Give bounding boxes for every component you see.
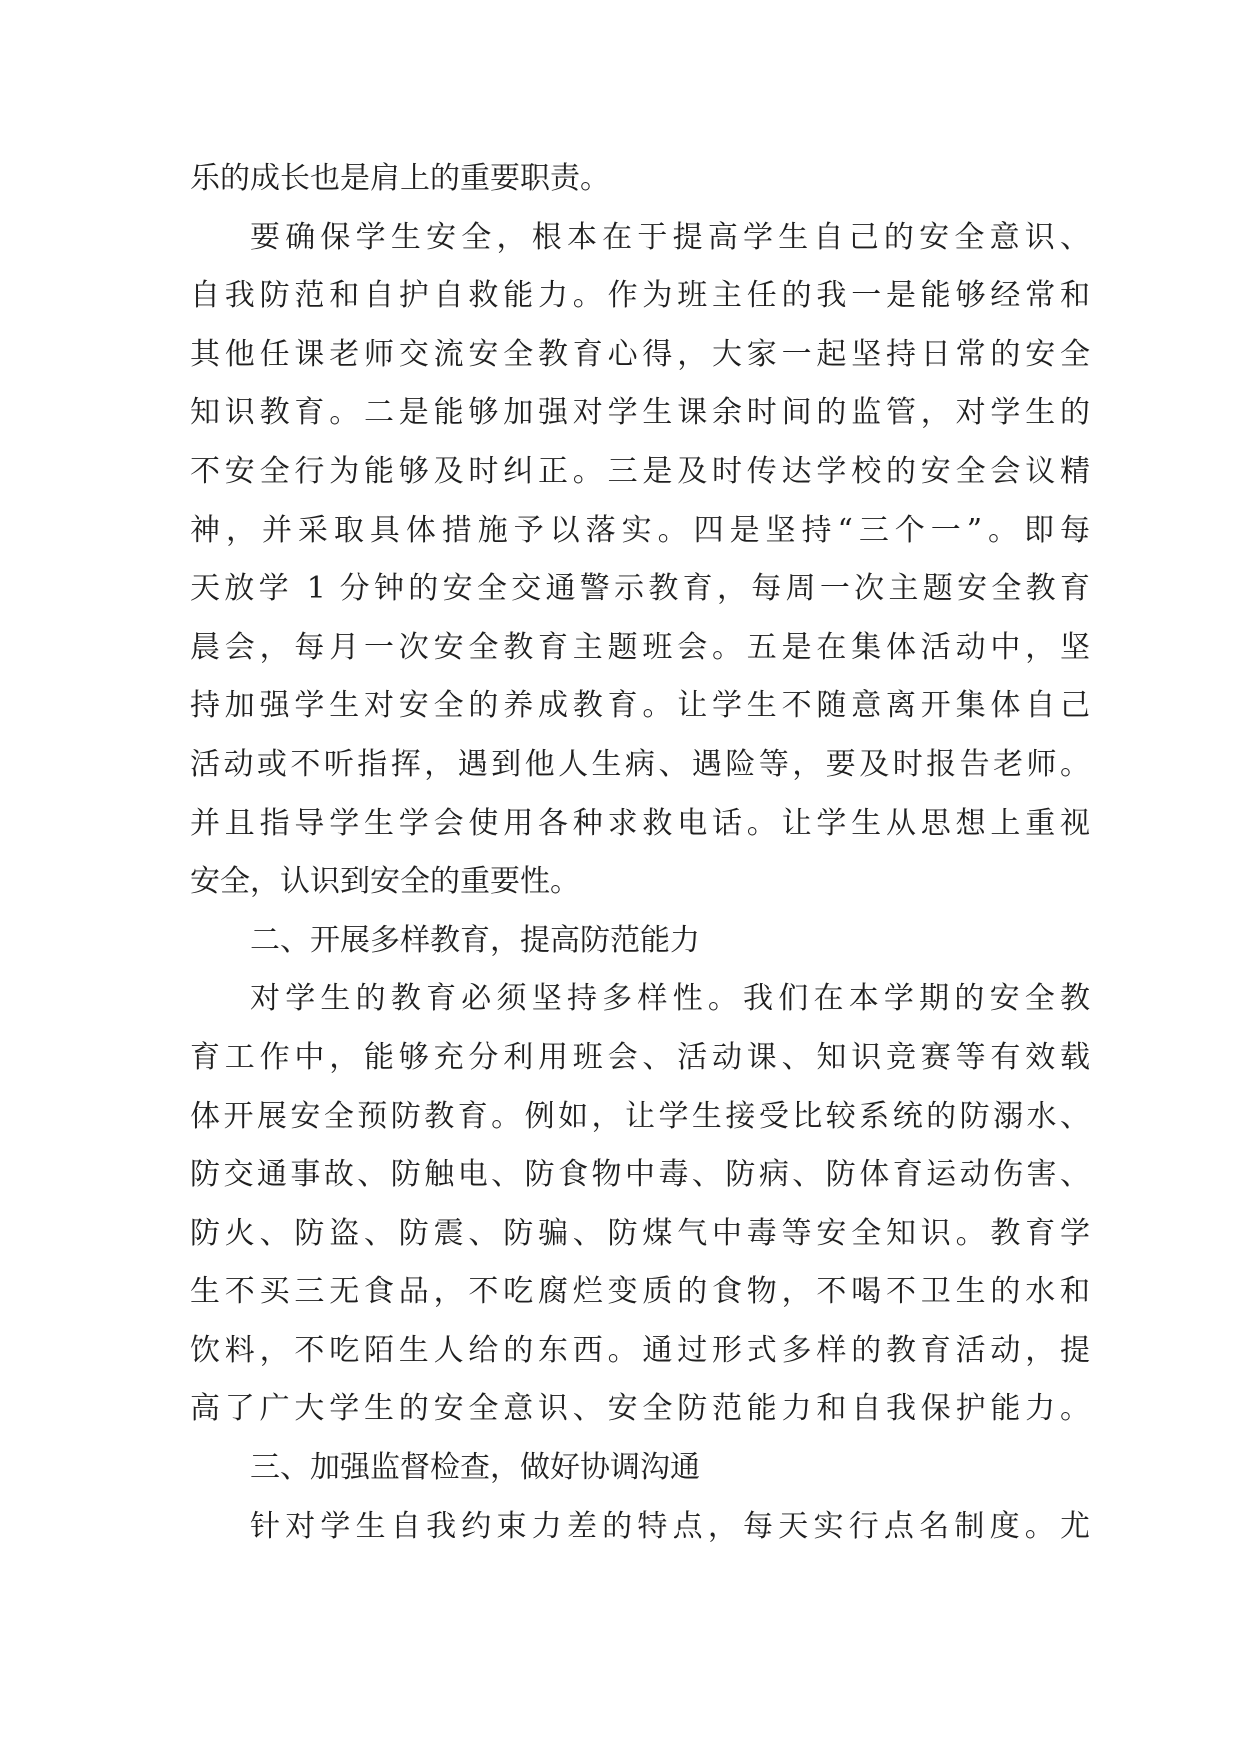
text-line: 乐的成长也是肩上的重要职责。 [190, 161, 610, 196]
text-line: 体开展安全预防教育。例如，让学生接受比较系统的防溺水、 [190, 1098, 1090, 1134]
text-line: 高了广大学生的安全意识、安全防范能力和自我保护能力。 [190, 1391, 1090, 1427]
text-line: 自我防范和自护自救能力。作为班主任的我一是能够经常和 [190, 278, 1090, 314]
text-line: 饮料，不吃陌生人给的东西。通过形式多样的教育活动，提 [190, 1332, 1090, 1368]
text-line: 育工作中，能够充分利用班会、活动课、知识竞赛等有效载 [190, 1039, 1090, 1075]
text-line: 晨会，每月一次安全教育主题班会。五是在集体活动中，坚 [190, 629, 1090, 665]
text-line: 天放学 1 分钟的安全交通警示教育，每周一次主题安全教育 [190, 571, 1090, 607]
text-line: 安全，认识到安全的重要性。 [190, 864, 580, 900]
text-line: 其他任课老师交流安全教育心得，大家一起坚持日常的安全 [190, 336, 1090, 372]
text-line: 防火、防盗、防震、防骗、防煤气中毒等安全知识。教育学 [190, 1215, 1090, 1251]
text-line: 要确保学生安全，根本在于提高学生自己的安全意识、 [250, 219, 1090, 255]
text-line: 生不买三无食品，不吃腐烂变质的食物，不喝不卫生的水和 [190, 1274, 1090, 1310]
text-line: 神，并采取具体措施予以落实。四是坚持“三个一”。即每 [190, 512, 1090, 548]
text-line: 不安全行为能够及时纠正。三是及时传达学校的安全会议精 [190, 453, 1090, 489]
text-line: 持加强学生对安全的养成教育。让学生不随意离开集体自己 [190, 688, 1090, 724]
text-line: 防交通事故、防触电、防食物中毒、防病、防体育运动伤害、 [190, 1157, 1090, 1193]
section-heading: 三、加强监督检查，做好协调沟通 [250, 1450, 700, 1486]
text-line: 并且指导学生学会使用各种求救电话。让学生从思想上重视 [190, 805, 1090, 841]
text-line: 活动或不听指挥，遇到他人生病、遇险等，要及时报告老师。 [190, 746, 1090, 782]
document-body [190, 150, 1090, 1556]
text-line: 对学生的教育必须坚持多样性。我们在本学期的安全教 [250, 981, 1090, 1017]
section-heading: 二、开展多样教育，提高防范能力 [250, 922, 700, 958]
text-line: 针对学生自我约束力差的特点，每天实行点名制度。尤 [250, 1508, 1090, 1544]
text-line: 知识教育。二是能够加强对学生课余时间的监管，对学生的 [190, 395, 1090, 431]
